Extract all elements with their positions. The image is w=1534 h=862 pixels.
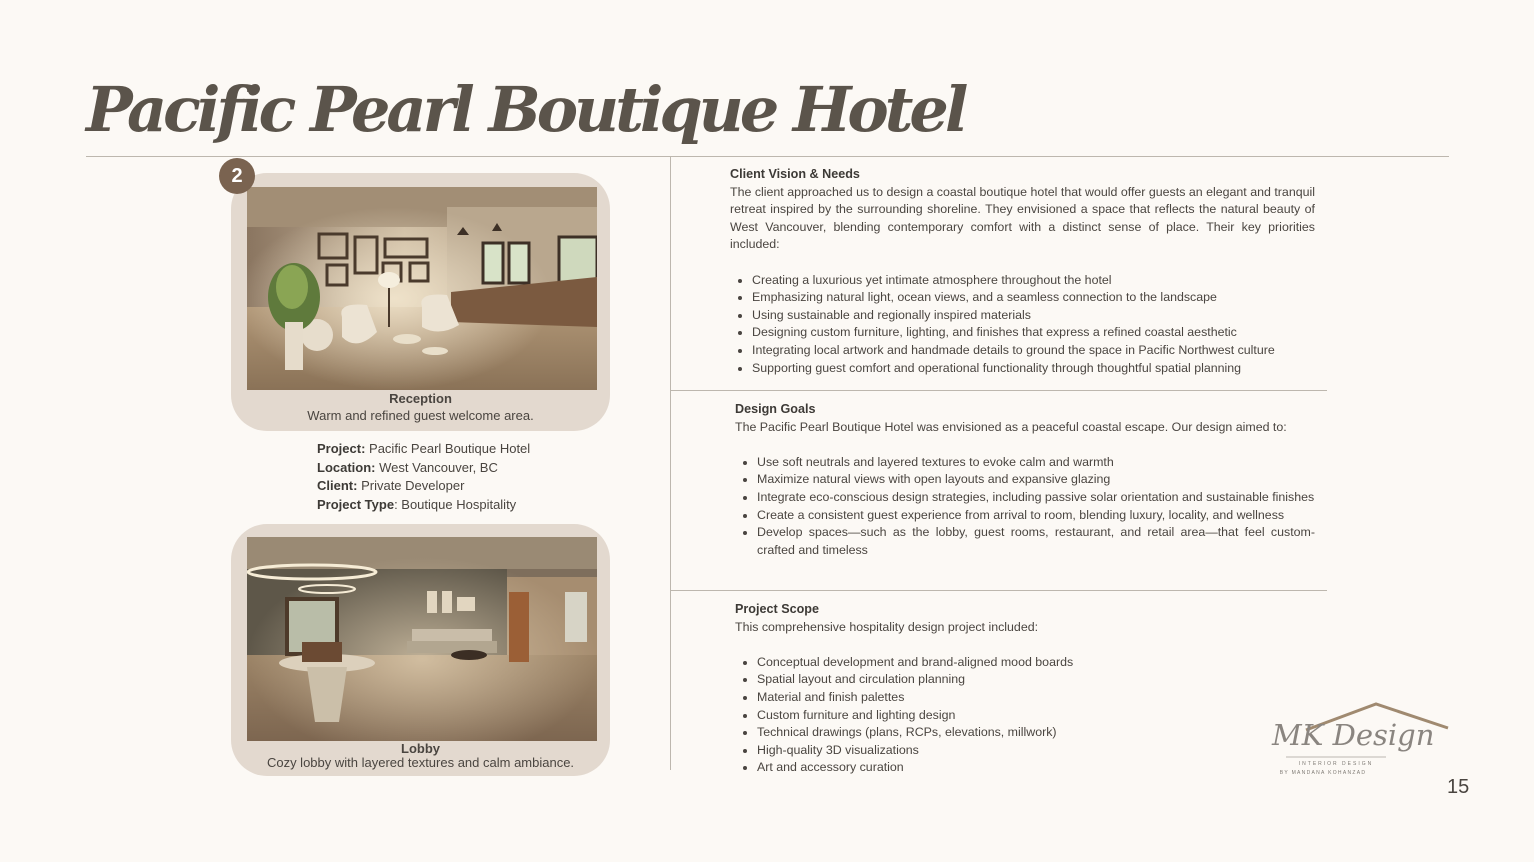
list-item: • Use soft neutrals and layered textures to evoke calm and warmth bbox=[757, 454, 1315, 472]
list-item: • Supporting guest comfort and operational functionality through thoughtful spatial planning bbox=[752, 360, 1315, 378]
client-value: Private Developer bbox=[361, 478, 465, 493]
client-row bbox=[317, 477, 530, 496]
project-row bbox=[317, 440, 530, 459]
client-vision-heading: Client Vision & Needs bbox=[730, 167, 860, 181]
design-goals-list bbox=[735, 454, 1315, 560]
lobby-title: Lobby bbox=[401, 741, 440, 756]
list-item: • Creating a luxurious yet intimate atmosphere throughout the hotel bbox=[752, 272, 1315, 290]
list-item: • High-quality 3D visualizations bbox=[757, 742, 1315, 760]
project-type-label: Project Type bbox=[317, 496, 395, 512]
list-item: • Emphasizing natural light, ocean views, and a seamless connection to the landscape bbox=[752, 289, 1315, 307]
title-divider bbox=[86, 156, 1449, 157]
project-scope-intro: This comprehensive hospitality design project included: bbox=[735, 619, 1039, 634]
list-item: • Create a consistent guest experience from arrival to room, blending luxury, locality, and wellness bbox=[757, 507, 1315, 525]
lobby-render-image bbox=[247, 537, 597, 741]
list-item: • Designing custom furniture, lighting, and finishes that express a refined coastal aesthetic bbox=[752, 324, 1315, 342]
location-value: West Vancouver, BC bbox=[379, 459, 498, 475]
list-item: • Material and finish palettes bbox=[757, 689, 1315, 707]
project-scope-list bbox=[735, 654, 1315, 777]
list-item: • Using sustainable and regionally inspired materials bbox=[752, 307, 1315, 325]
project-scope-heading: Project Scope bbox=[735, 602, 819, 616]
list-item: • Maximize natural views with open layouts and expansive glazing bbox=[757, 471, 1315, 489]
location-label: Location: bbox=[317, 459, 376, 475]
reception-caption: Warm and refined guest welcome area. bbox=[307, 408, 534, 423]
client-vision-list bbox=[730, 272, 1315, 378]
list-item: • Develop spaces—such as the lobby, guest rooms, restaurant, and retail area—that feel custom-crafted and timeless bbox=[757, 524, 1315, 559]
project-scope-section bbox=[735, 601, 1315, 777]
project-value: Pacific Pearl Boutique Hotel bbox=[369, 441, 531, 456]
lobby-caption: Cozy lobby with layered textures and calm ambiance. bbox=[266, 755, 575, 770]
client-vision-section bbox=[730, 166, 1315, 377]
reception-card bbox=[231, 173, 610, 431]
project-type-row bbox=[317, 496, 530, 515]
project-info bbox=[317, 440, 530, 514]
lobby-card bbox=[231, 524, 610, 776]
list-item: • Technical drawings (plans, RCPs, elevations, millwork) bbox=[757, 724, 1315, 742]
project-type-value: : Boutique Hospitality bbox=[394, 496, 517, 512]
page-number: 15 bbox=[1447, 776, 1470, 798]
design-goals-intro: The Pacific Pearl Boutique Hotel was envisioned as a peaceful coastal escape. Our design aimed to: bbox=[735, 419, 1287, 434]
client-label: Client: bbox=[317, 478, 358, 493]
list-item: • Conceptual development and brand-aligned mood boards bbox=[757, 654, 1315, 672]
client-vision-intro: The client approached us to design a coastal boutique hotel that would offer guests an elegant and tranquil retreat inspired by the surrounding shoreline. They envisioned a space that reflects the natural beauty of West Vancouver, blending contemporary comfort with a distinct sense of place. Their key priorities included: bbox=[730, 184, 1315, 252]
column-divider bbox=[670, 157, 671, 770]
design-goals-section bbox=[735, 401, 1315, 559]
mk-design-logo bbox=[1266, 700, 1452, 778]
logo-tagline: INTERIOR DESIGN bbox=[1298, 761, 1374, 767]
logo-name: MK Design bbox=[1272, 718, 1435, 752]
location-row bbox=[317, 459, 530, 478]
section-divider-1 bbox=[671, 390, 1327, 391]
project-label: Project: bbox=[317, 441, 366, 456]
list-item: • Spatial layout and circulation planning bbox=[757, 671, 1315, 689]
project-number-badge: 2 bbox=[219, 158, 255, 194]
reception-title: Reception bbox=[389, 391, 452, 406]
list-item: • Integrate eco-conscious design strategies, including passive solar orientation and sustainable finishes bbox=[757, 489, 1315, 507]
section-divider-2 bbox=[671, 590, 1327, 591]
page-title: Pacific Pearl Boutique Hotel bbox=[86, 73, 965, 146]
list-item: • Art and accessory curation bbox=[757, 759, 1315, 777]
list-item: • Custom furniture and lighting design bbox=[757, 707, 1315, 725]
logo-byline: BY MANDANA KOHANZAD bbox=[1279, 770, 1367, 776]
list-item: • Integrating local artwork and handmade details to ground the space in Pacific Northwest culture bbox=[752, 342, 1315, 360]
reception-render-image bbox=[247, 187, 597, 390]
design-goals-heading: Design Goals bbox=[735, 402, 816, 416]
